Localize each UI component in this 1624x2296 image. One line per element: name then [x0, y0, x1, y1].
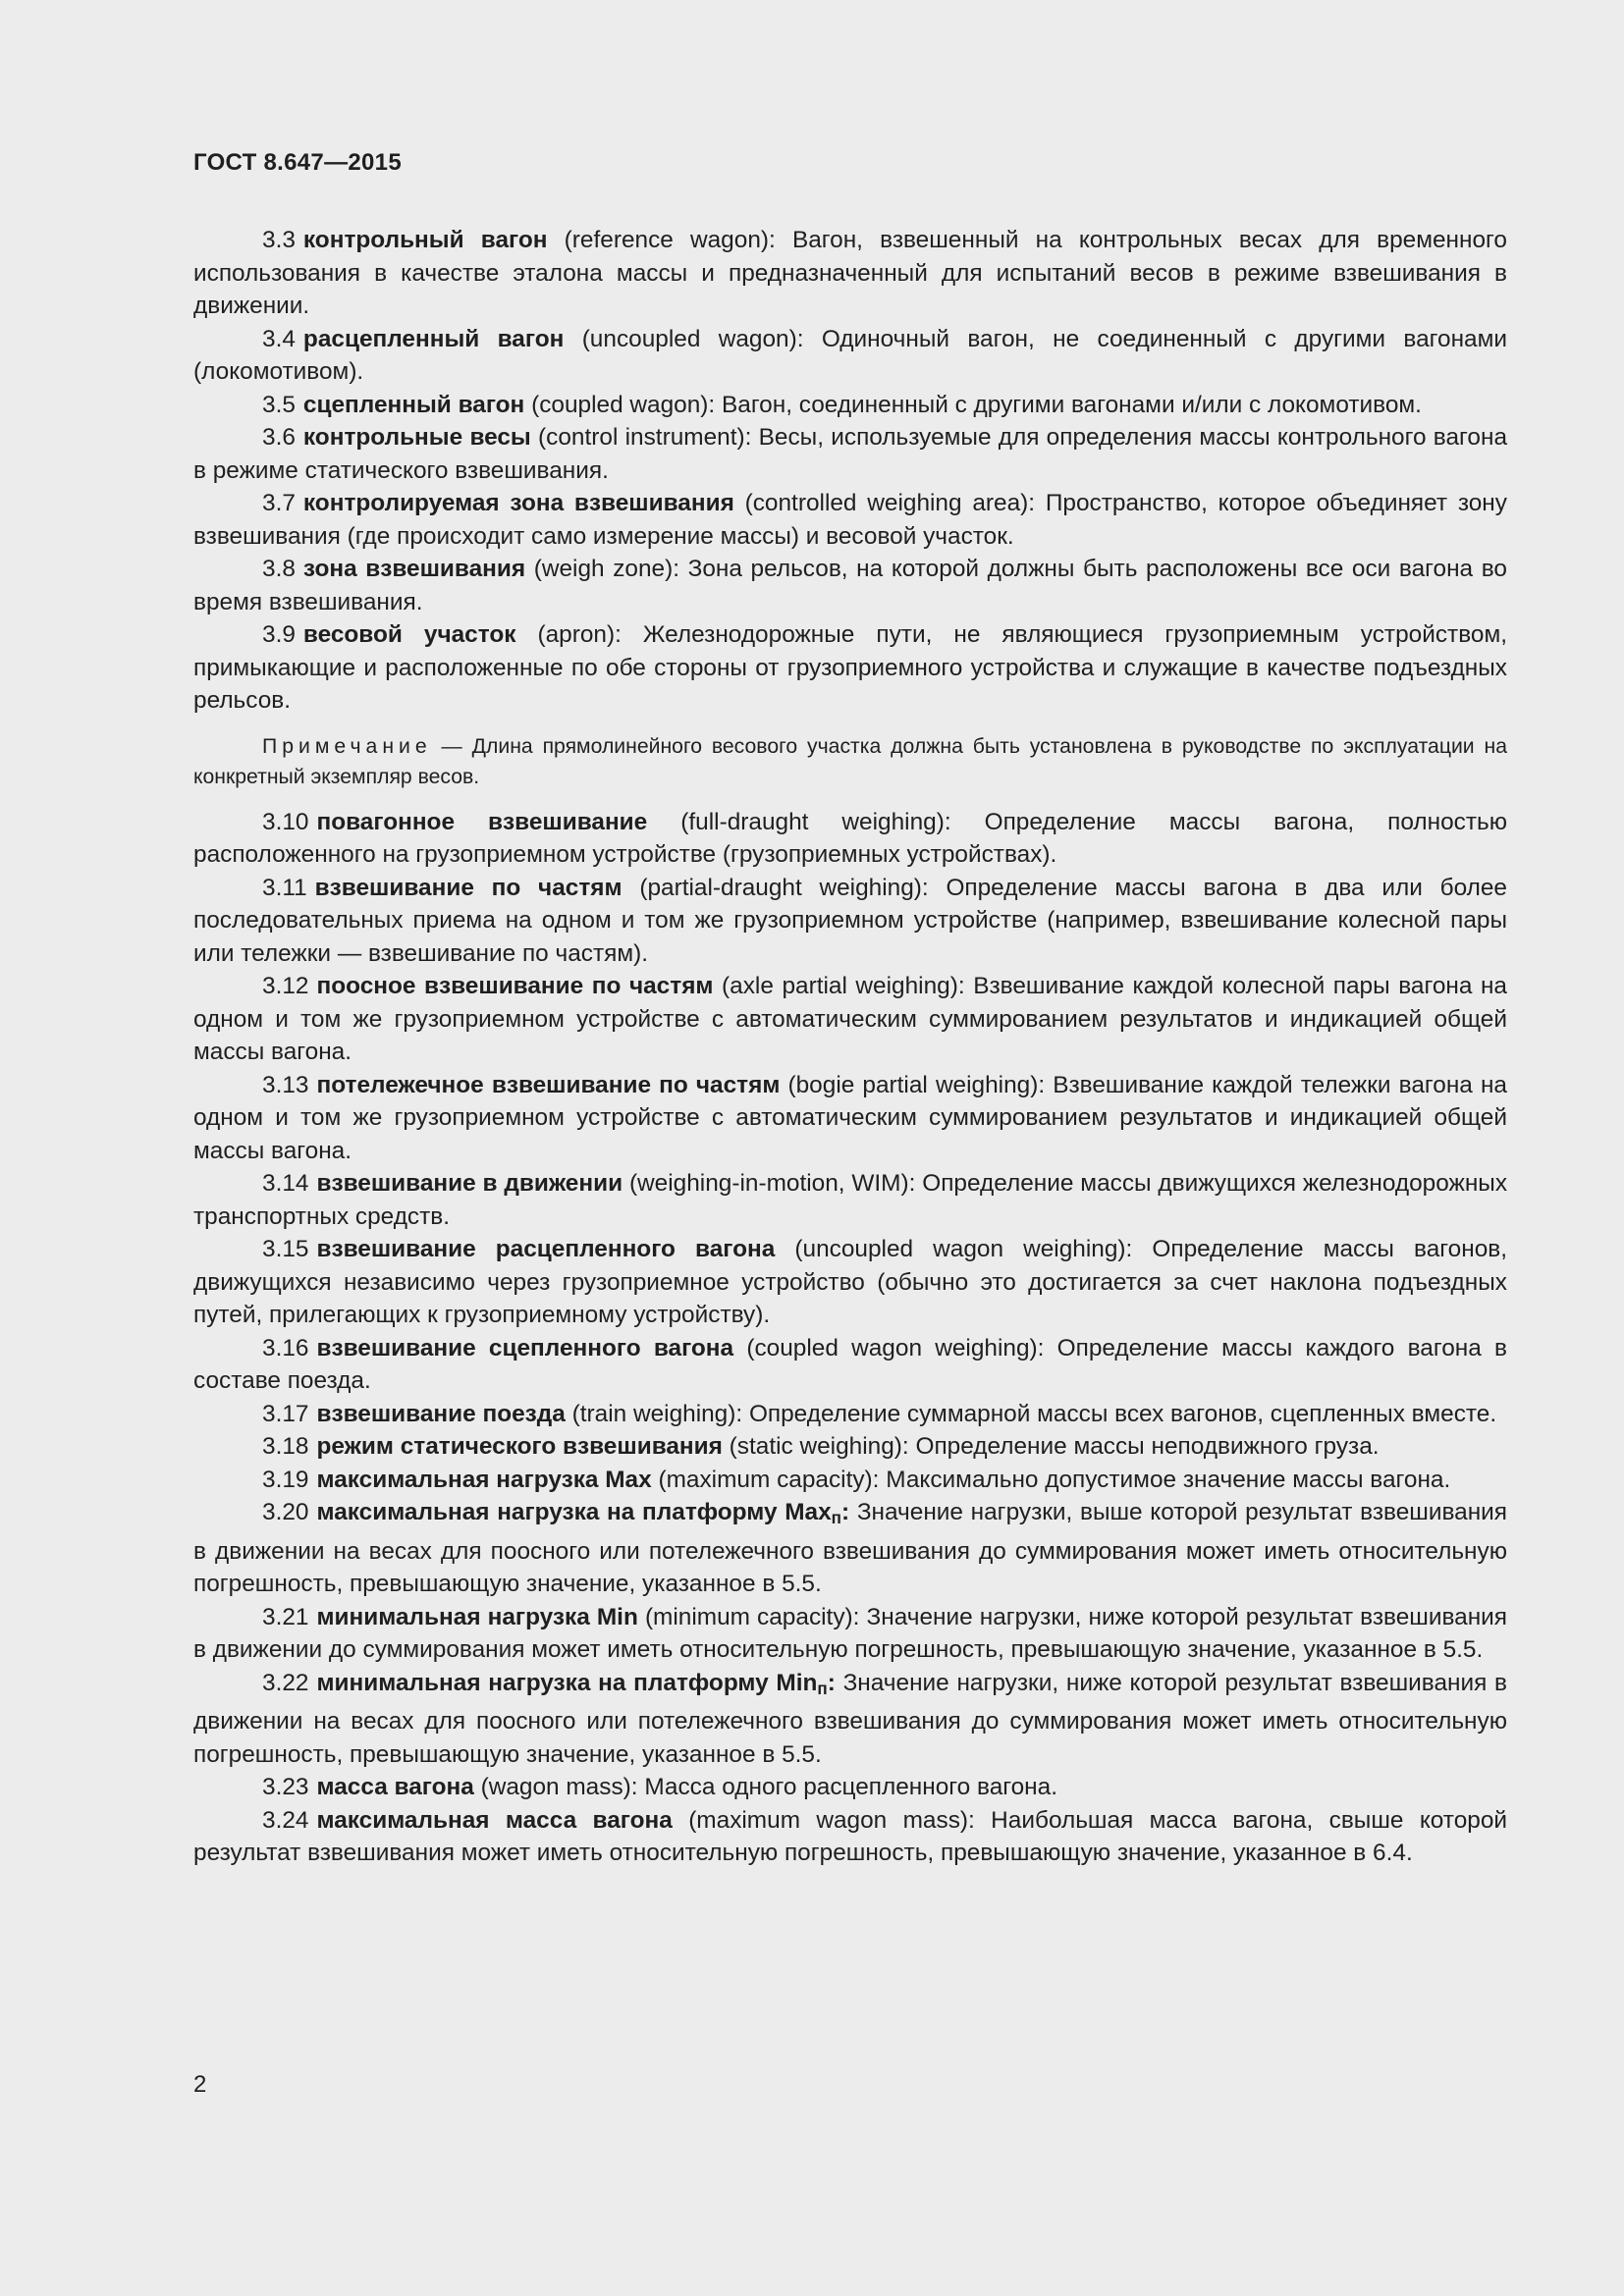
term-name: взвешивание сцепленного вагона	[316, 1334, 734, 1362]
terms-group-c	[193, 1771, 1507, 1870]
term-entry	[193, 1398, 1507, 1431]
term-definition: Взвешивание каждой тележки вагона на одном и том же грузоприемном устройстве с автоматическим суммированием результатов и индикацией общей массы вагона.	[193, 1071, 1507, 1164]
term-number: 3.12	[262, 973, 309, 999]
term-entry	[193, 487, 1507, 553]
term-entry	[193, 618, 1507, 718]
term-3-22	[193, 1667, 1507, 1772]
term-entry	[193, 970, 1507, 1069]
note	[193, 731, 1507, 792]
term-entry	[193, 1167, 1507, 1233]
term-definition: Определение массы каждого вагона в составе поезда.	[193, 1334, 1507, 1394]
terms-group-b	[193, 806, 1507, 1497]
term-subscript: п	[817, 1679, 828, 1698]
term-name: минимальная нагрузка на платформу Min$_п$:	[316, 1669, 836, 1698]
term-number: 3.16	[262, 1334, 309, 1362]
term-definition: Определение суммарной массы всех вагонов, сцепленных вместе.	[748, 1400, 1497, 1427]
term-name: максимальная нагрузка Max	[316, 1466, 652, 1493]
term-number: 3.4	[262, 325, 296, 352]
term-definition: Масса одного расцепленного вагона.	[644, 1774, 1057, 1800]
term-number: 3.9	[262, 621, 296, 648]
term-definition: Вагон, соединенный с другими вагонами и/или с локомотивом.	[721, 391, 1422, 418]
term-english: (weighing-in-motion, WIM):	[628, 1170, 916, 1197]
term-number: 3.24	[262, 1806, 309, 1834]
term-number: 3.10	[262, 808, 309, 835]
term-definition: Зона рельсов, на которой должны быть расположены все оси вагона во время взвешивания.	[193, 556, 1507, 615]
term-name: весовой участок	[302, 621, 516, 648]
term-definition: Определение массы вагона, полностью расположенного на грузоприемном устройстве (грузоприемных устройствах).	[193, 808, 1507, 868]
term-subscript: п	[831, 1509, 841, 1527]
term-definition: Одиночный вагон, не соединенный с другими вагонами (локомотивом).	[193, 325, 1508, 385]
term-definition: Значение нагрузки, ниже которой результат взвешивания в движении до суммирования может иметь относительную погрешность, превышающую значение, указанное в 5.5.	[193, 1603, 1508, 1663]
term-name: масса вагона	[316, 1774, 474, 1800]
term-number: 3.3	[262, 227, 296, 253]
term-english: (full-draught weighing):	[680, 808, 951, 835]
term-english: (wagon mass):	[480, 1774, 638, 1800]
page-number: 2	[193, 2071, 207, 2098]
term-definition: Наибольшая масса вагона, свыше которой результат взвешивания может иметь относительную погрешность, превышающую значение, указанное в 6.4.	[193, 1806, 1508, 1866]
term-name: режим статического взвешивания	[316, 1433, 723, 1460]
term-number: 3.6	[262, 424, 296, 451]
term-name: зона взвешивания	[302, 556, 526, 582]
term-name: минимальная нагрузка Min	[316, 1603, 638, 1630]
term-entry	[193, 389, 1507, 422]
document-body	[193, 224, 1507, 1870]
term-entry	[193, 1430, 1507, 1464]
term-entry	[193, 1804, 1507, 1870]
term-english: (uncoupled wagon):	[581, 325, 804, 352]
term-name: расцепленный вагон	[302, 325, 565, 352]
term-number: 3.14	[262, 1170, 309, 1197]
term-name: контролируемая зона взвешивания	[302, 490, 734, 516]
term-english: (reference wagon):	[564, 227, 776, 253]
term-definition: Определение массы вагона в два или более последовательных приема на одном и том же грузоприемном устройстве (например, взвешивание колесной пары или тележки — взвешивание по частям).	[193, 874, 1507, 967]
term-definition: Значение нагрузки, выше которой результат взвешивания в движении на весах для поосного или потележечного взвешивания до суммирования может иметь относительную погрешность, превышающую значение, указанное в 5.5.	[193, 1499, 1507, 1597]
term-definition: Железнодорожные пути, не являющиеся грузоприемным устройством, примыкающие и расположенные по обе стороны от грузоприемного устройства и служащие в качестве подъездных рельсов.	[193, 621, 1507, 714]
term-definition: Пространство, которое объединяет зону взвешивания (где происходит само измерение массы) и весовой участок.	[193, 490, 1507, 550]
term-name: повагонное взвешивание	[316, 808, 648, 835]
term-english: (partial-draught weighing):	[639, 874, 929, 901]
note-label: Примечание	[262, 734, 432, 758]
term-definition: Весы, используемые для определения массы контрольного вагона в режиме статического взвешивания.	[193, 424, 1508, 484]
term-number: 3.7	[262, 490, 296, 516]
term-definition: Максимально допустимое значение массы вагона.	[886, 1466, 1451, 1493]
term-name: потележечное взвешивание по частям	[316, 1071, 781, 1098]
term-number: 3.22	[262, 1669, 309, 1696]
term-english: (weigh zone):	[533, 556, 679, 582]
term-english: (minimum capacity):	[644, 1603, 860, 1630]
term-name: максимальная масса вагона	[316, 1806, 673, 1834]
term-number: 3.5	[262, 391, 296, 418]
term-entry	[193, 421, 1507, 487]
term-entry	[193, 553, 1507, 618]
term-name: взвешивание поезда	[316, 1400, 566, 1427]
term-number: 3.17	[262, 1400, 309, 1427]
term-english: (maximum wagon mass):	[688, 1806, 975, 1834]
term-3-21	[193, 1601, 1507, 1667]
term-number: 3.23	[262, 1774, 309, 1800]
term-definition: Определение массы неподвижного груза.	[915, 1433, 1380, 1460]
term-definition: Значение нагрузки, ниже которой результат взвешивания в движении на весах для поосного или потележечного взвешивания до суммирования может иметь относительную погрешность, превышающую значение, указанное в 5.5.	[193, 1669, 1507, 1768]
term-number: 3.21	[262, 1603, 309, 1630]
term-english: (coupled wagon):	[531, 391, 716, 418]
term-english: (controlled weighing area):	[744, 490, 1036, 516]
term-definition: Определение массы движущихся железнодорожных транспортных средств.	[193, 1170, 1508, 1230]
term-english: (axle partial weighing):	[722, 973, 965, 999]
term-english: (maximum capacity):	[658, 1466, 880, 1493]
term-english: (static weighing):	[729, 1433, 909, 1460]
term-entry	[193, 224, 1507, 323]
term-english: (coupled wagon weighing):	[746, 1334, 1045, 1362]
standard-header: ГОСТ 8.647—2015	[193, 149, 402, 176]
term-english: (apron):	[537, 621, 622, 648]
term-definition: Взвешивание каждой колесной пары вагона на одном и том же грузоприемном устройстве с автоматическим суммированием результатов и индикацией общей массы вагона.	[193, 973, 1508, 1065]
note-dash: —	[441, 734, 462, 758]
term-entry	[193, 1464, 1507, 1497]
term-number: 3.8	[262, 556, 296, 582]
term-name: контрольный вагон	[302, 227, 548, 253]
terms-group-a	[193, 224, 1507, 718]
term-entry	[193, 323, 1507, 389]
term-name: контрольные весы	[302, 424, 531, 451]
term-name: взвешивание по частям	[314, 874, 623, 901]
term-entry	[193, 872, 1507, 971]
note-text: Длина прямолинейного весового участка должна быть установлена в руководстве по эксплуатации на конкретный экземпляр весов.	[193, 734, 1508, 788]
term-entry	[193, 806, 1507, 872]
term-name: взвешивание в движении	[316, 1170, 623, 1197]
term-entry	[193, 1233, 1507, 1332]
term-entry	[193, 1069, 1507, 1168]
term-entry	[193, 1771, 1507, 1804]
term-english: (control instrument):	[538, 424, 752, 451]
term-name: сцепленный вагон	[302, 391, 525, 418]
term-english: (train weighing):	[571, 1400, 743, 1427]
term-name: максимальная нагрузка на платформу Max$_п$:	[316, 1499, 850, 1527]
term-name: поосное взвешивание по частям	[316, 973, 714, 999]
term-definition: Определение массы вагонов, движущихся независимо через грузоприемное устройство (обычно это достигается за счет наклона подъездных путей, прилегающих к грузоприемному устройству).	[193, 1236, 1507, 1328]
term-english: (bogie partial weighing):	[787, 1071, 1046, 1098]
term-number: 3.13	[262, 1071, 309, 1098]
term-number: 3.19	[262, 1466, 309, 1493]
term-entry	[193, 1332, 1507, 1398]
term-number: 3.18	[262, 1433, 309, 1460]
term-3-20	[193, 1496, 1507, 1601]
term-definition: Вагон, взвешенный на контрольных весах для временного использования в качестве эталона массы и предназначенный для испытаний весов в режиме взвешивания в движении.	[193, 227, 1507, 319]
term-number: 3.20	[262, 1499, 309, 1525]
term-number: 3.11	[262, 874, 307, 901]
term-english: (uncoupled wagon weighing):	[794, 1236, 1133, 1262]
term-name: взвешивание расцепленного вагона	[316, 1236, 776, 1262]
term-number: 3.15	[262, 1236, 309, 1262]
